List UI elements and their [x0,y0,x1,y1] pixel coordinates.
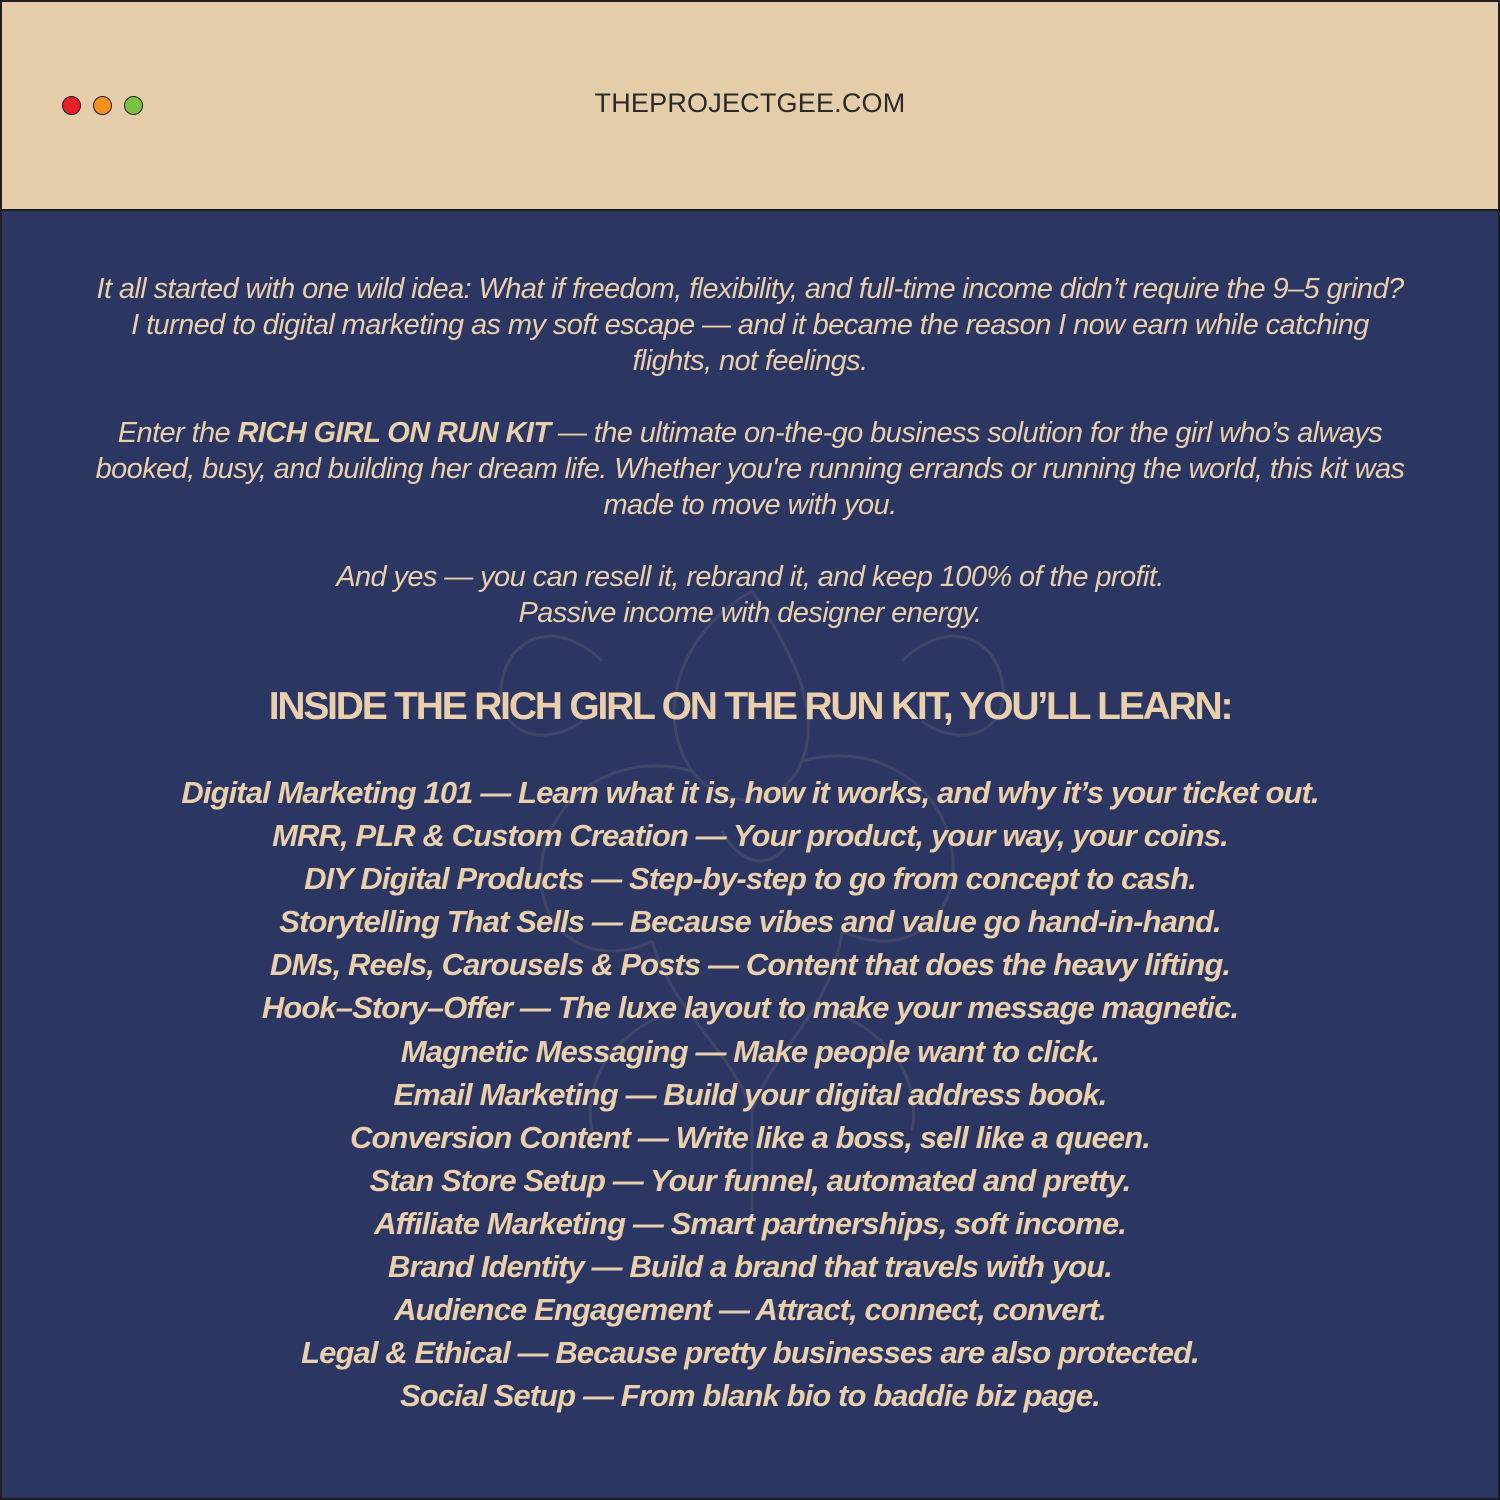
list-item: Brand Identity — Build a brand that travels with you. [388,1249,1112,1285]
learn-list [42,771,1458,1417]
list-item: DMs, Reels, Carousels & Posts — Content that does the heavy lifting. [269,947,1231,983]
profit-line: And yes — you can resell it, rebrand it, and keep 100% of the profit. [336,561,1164,593]
list-item: Stan Store Setup — Your funnel, automated and pretty. [369,1162,1131,1198]
list-item: Affiliate Marketing — Smart partnerships, soft income. [374,1205,1126,1241]
page-content [2,211,1498,1498]
list-item: Social Setup — From blank bio to baddie biz page. [400,1378,1100,1414]
passive-income-line: Passive income with designer energy. [518,597,982,629]
window-title-bar [2,2,1498,211]
list-item: Magnetic Messaging — Make people want to click. [400,1033,1100,1069]
intro-paragraph-2 [92,415,1408,523]
list-item: DIY Digital Products — Step-by-step to go from concept to cash. [304,861,1196,897]
site-domain: THEPROJECTGEE.COM [594,88,906,118]
intro-p2-lead: Enter the [117,417,238,449]
list-item: Email Marketing — Build your digital address book. [393,1076,1107,1112]
list-item: Legal & Ethical — Because pretty businesses are also protected. [301,1335,1199,1371]
list-item: Storytelling That Sells — Because vibes and value go hand-in-hand. [279,904,1221,940]
intro-p2-rest: — the ultimate on-the-go business solution for the girl who’s always booked, busy, and building her dream life. Whether you're running errands or running the world, this kit was made to move with you. [95,417,1405,521]
list-item: Digital Marketing 101 — Learn what it is, how it works, and why it’s your ticket out. [181,775,1319,810]
list-item: Conversion Content — Write like a boss, sell like a queen. [350,1119,1150,1155]
list-item: MRR, PLR & Custom Creation — Your product, your way, your coins. [272,818,1228,854]
list-item: Audience Engagement — Attract, connect, convert. [394,1292,1106,1328]
section-heading: INSIDE THE RICH GIRL ON THE RUN KIT, YOU’LL LEARN: [268,685,1232,728]
intro-paragraph-3 [92,559,1408,631]
intro-paragraph-1: It all started with one wild idea: What if freedom, flexibility, and full-time income didn’t require the 9–5 grind? I turned to digital marketing as my soft escape — and it became the reason I now earn while catching flights, not feelings. [96,273,1404,377]
kit-name-highlight: RICH GIRL ON RUN KIT [237,417,551,449]
list-item: Hook–Story–Offer — The luxe layout to make your message magnetic. [261,990,1239,1026]
